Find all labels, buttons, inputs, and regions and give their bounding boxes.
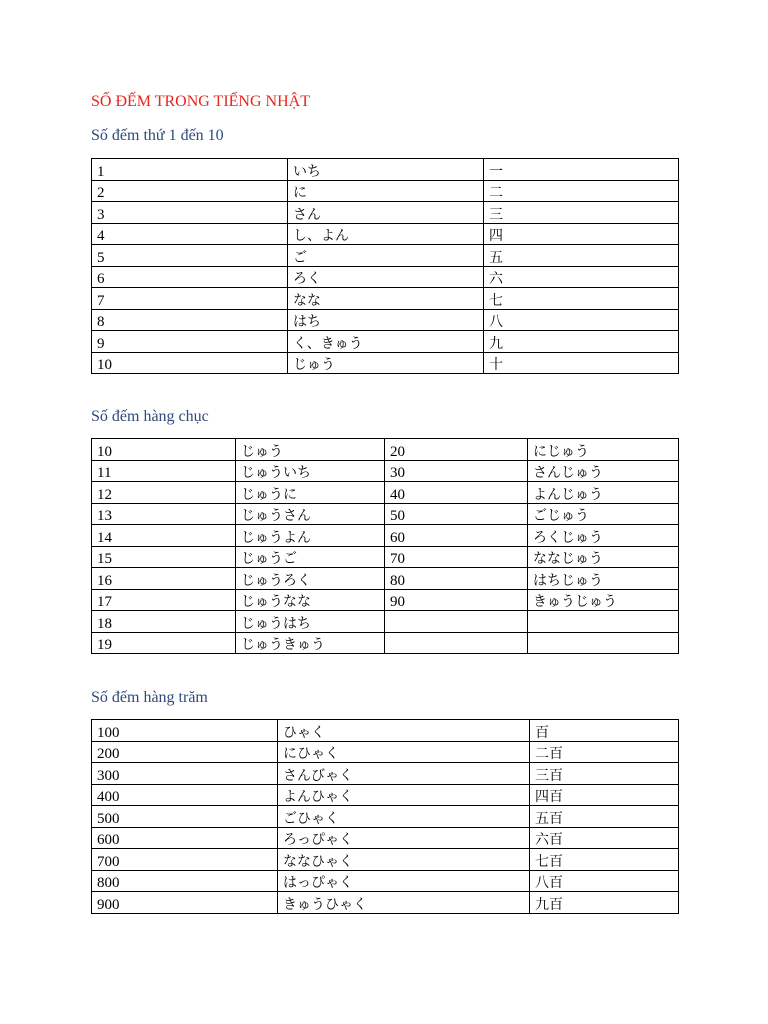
table-cell: 四百 bbox=[530, 784, 679, 806]
table-row bbox=[92, 352, 679, 374]
table-1-to-10-body bbox=[92, 159, 679, 374]
table-cell: さんじゅう bbox=[528, 460, 679, 482]
table-row bbox=[92, 482, 679, 504]
table-cell: きゅうじゅう bbox=[528, 589, 679, 611]
table-cell: 三 bbox=[484, 202, 679, 224]
table-cell: 三百 bbox=[530, 763, 679, 785]
table-row bbox=[92, 245, 679, 267]
table-cell: よんじゅう bbox=[528, 482, 679, 504]
section-heading-hundreds: Số đếm hàng trăm bbox=[91, 689, 208, 706]
table-row bbox=[92, 870, 679, 892]
table-cell: 900 bbox=[92, 892, 278, 914]
table-row bbox=[92, 503, 679, 525]
table-row bbox=[92, 546, 679, 568]
table-cell: はっぴゃく bbox=[278, 870, 530, 892]
table-cell: じゅうご bbox=[236, 546, 385, 568]
table-cell: じゅうに bbox=[236, 482, 385, 504]
table-cell: 2 bbox=[92, 180, 288, 202]
table-row bbox=[92, 763, 679, 785]
table-row bbox=[92, 784, 679, 806]
table-hundreds-body bbox=[92, 720, 679, 914]
table-cell: じゅういち bbox=[236, 460, 385, 482]
table-row bbox=[92, 525, 679, 547]
table-cell: 9 bbox=[92, 331, 288, 353]
table-cell: じゅうさん bbox=[236, 503, 385, 525]
table-cell: はち bbox=[288, 309, 484, 331]
table-cell: 五百 bbox=[530, 806, 679, 828]
table-cell: 4 bbox=[92, 223, 288, 245]
table-cell: 40 bbox=[385, 482, 528, 504]
table-row bbox=[92, 202, 679, 224]
table-row bbox=[92, 568, 679, 590]
table-cell: 13 bbox=[92, 503, 236, 525]
table-cell: 八 bbox=[484, 309, 679, 331]
table-cell: いち bbox=[288, 159, 484, 181]
table-cell bbox=[528, 632, 679, 654]
table-cell: 11 bbox=[92, 460, 236, 482]
table-cell: よんひゃく bbox=[278, 784, 530, 806]
table-cell: さん bbox=[288, 202, 484, 224]
table-cell: 九 bbox=[484, 331, 679, 353]
table-cell: 80 bbox=[385, 568, 528, 590]
table-cell: 600 bbox=[92, 827, 278, 849]
table-cell: ごじゅう bbox=[528, 503, 679, 525]
table-cell: 8 bbox=[92, 309, 288, 331]
table-cell: じゅう bbox=[288, 352, 484, 374]
table-cell: さんびゃく bbox=[278, 763, 530, 785]
table-cell: 四 bbox=[484, 223, 679, 245]
table-1-to-10 bbox=[91, 158, 679, 374]
table-tens-body bbox=[92, 439, 679, 654]
table-cell: 14 bbox=[92, 525, 236, 547]
table-cell: にじゅう bbox=[528, 439, 679, 461]
table-cell: 15 bbox=[92, 546, 236, 568]
table-cell: 70 bbox=[385, 546, 528, 568]
table-cell: 50 bbox=[385, 503, 528, 525]
table-row bbox=[92, 632, 679, 654]
table-cell: 18 bbox=[92, 611, 236, 633]
table-cell bbox=[385, 632, 528, 654]
table-cell: 百 bbox=[530, 720, 679, 742]
page-title: SỐ ĐẾM TRONG TIẾNG NHẬT bbox=[91, 93, 310, 110]
table-row bbox=[92, 806, 679, 828]
table-row bbox=[92, 611, 679, 633]
table-row bbox=[92, 827, 679, 849]
table-cell: ろく bbox=[288, 266, 484, 288]
table-row bbox=[92, 720, 679, 742]
table-cell: じゅうなな bbox=[236, 589, 385, 611]
table-row bbox=[92, 331, 679, 353]
table-row bbox=[92, 741, 679, 763]
table-cell: 10 bbox=[92, 439, 236, 461]
table-cell: はちじゅう bbox=[528, 568, 679, 590]
table-cell: 500 bbox=[92, 806, 278, 828]
table-row bbox=[92, 892, 679, 914]
table-cell: ななひゃく bbox=[278, 849, 530, 871]
table-cell: 200 bbox=[92, 741, 278, 763]
table-row bbox=[92, 309, 679, 331]
table-cell: 7 bbox=[92, 288, 288, 310]
table-cell: 100 bbox=[92, 720, 278, 742]
table-cell: 七百 bbox=[530, 849, 679, 871]
table-cell: 20 bbox=[385, 439, 528, 461]
table-row bbox=[92, 180, 679, 202]
table-cell: 一 bbox=[484, 159, 679, 181]
table-cell: く、きゅう bbox=[288, 331, 484, 353]
section-heading-tens: Số đếm hàng chục bbox=[91, 408, 209, 425]
table-cell: ななじゅう bbox=[528, 546, 679, 568]
table-cell: じゅうきゅう bbox=[236, 632, 385, 654]
table-cell: 16 bbox=[92, 568, 236, 590]
table-cell: 17 bbox=[92, 589, 236, 611]
table-cell: ごひゃく bbox=[278, 806, 530, 828]
table-cell: きゅうひゃく bbox=[278, 892, 530, 914]
table-cell: 五 bbox=[484, 245, 679, 267]
table-cell: じゅうはち bbox=[236, 611, 385, 633]
table-hundreds bbox=[91, 719, 679, 914]
table-row bbox=[92, 439, 679, 461]
table-cell: 19 bbox=[92, 632, 236, 654]
table-cell: なな bbox=[288, 288, 484, 310]
table-cell: 六 bbox=[484, 266, 679, 288]
table-cell: 1 bbox=[92, 159, 288, 181]
table-cell bbox=[385, 611, 528, 633]
table-cell: ひゃく bbox=[278, 720, 530, 742]
table-row bbox=[92, 266, 679, 288]
table-cell: 六百 bbox=[530, 827, 679, 849]
table-cell bbox=[528, 611, 679, 633]
table-row bbox=[92, 288, 679, 310]
table-row bbox=[92, 589, 679, 611]
table-cell: 30 bbox=[385, 460, 528, 482]
table-row bbox=[92, 849, 679, 871]
table-row bbox=[92, 460, 679, 482]
table-cell: 6 bbox=[92, 266, 288, 288]
table-cell: 二百 bbox=[530, 741, 679, 763]
table-cell: に bbox=[288, 180, 484, 202]
table-cell: し、よん bbox=[288, 223, 484, 245]
table-cell: じゅうよん bbox=[236, 525, 385, 547]
table-cell: 400 bbox=[92, 784, 278, 806]
table-cell: ろっぴゃく bbox=[278, 827, 530, 849]
section-heading-1-to-10: Số đếm thứ 1 đến 10 bbox=[91, 127, 224, 144]
table-cell: 九百 bbox=[530, 892, 679, 914]
table-cell: 700 bbox=[92, 849, 278, 871]
table-cell: 300 bbox=[92, 763, 278, 785]
table-cell: にひゃく bbox=[278, 741, 530, 763]
table-row bbox=[92, 223, 679, 245]
table-cell: じゅうろく bbox=[236, 568, 385, 590]
table-cell: 3 bbox=[92, 202, 288, 224]
table-cell: 八百 bbox=[530, 870, 679, 892]
table-cell: ご bbox=[288, 245, 484, 267]
table-cell: 二 bbox=[484, 180, 679, 202]
table-cell: 10 bbox=[92, 352, 288, 374]
table-cell: 60 bbox=[385, 525, 528, 547]
table-cell: 800 bbox=[92, 870, 278, 892]
table-cell: 90 bbox=[385, 589, 528, 611]
table-cell: 12 bbox=[92, 482, 236, 504]
table-row bbox=[92, 159, 679, 181]
table-cell: ろくじゅう bbox=[528, 525, 679, 547]
table-cell: じゅう bbox=[236, 439, 385, 461]
table-cell: 十 bbox=[484, 352, 679, 374]
table-tens bbox=[91, 438, 679, 654]
table-cell: 七 bbox=[484, 288, 679, 310]
table-cell: 5 bbox=[92, 245, 288, 267]
